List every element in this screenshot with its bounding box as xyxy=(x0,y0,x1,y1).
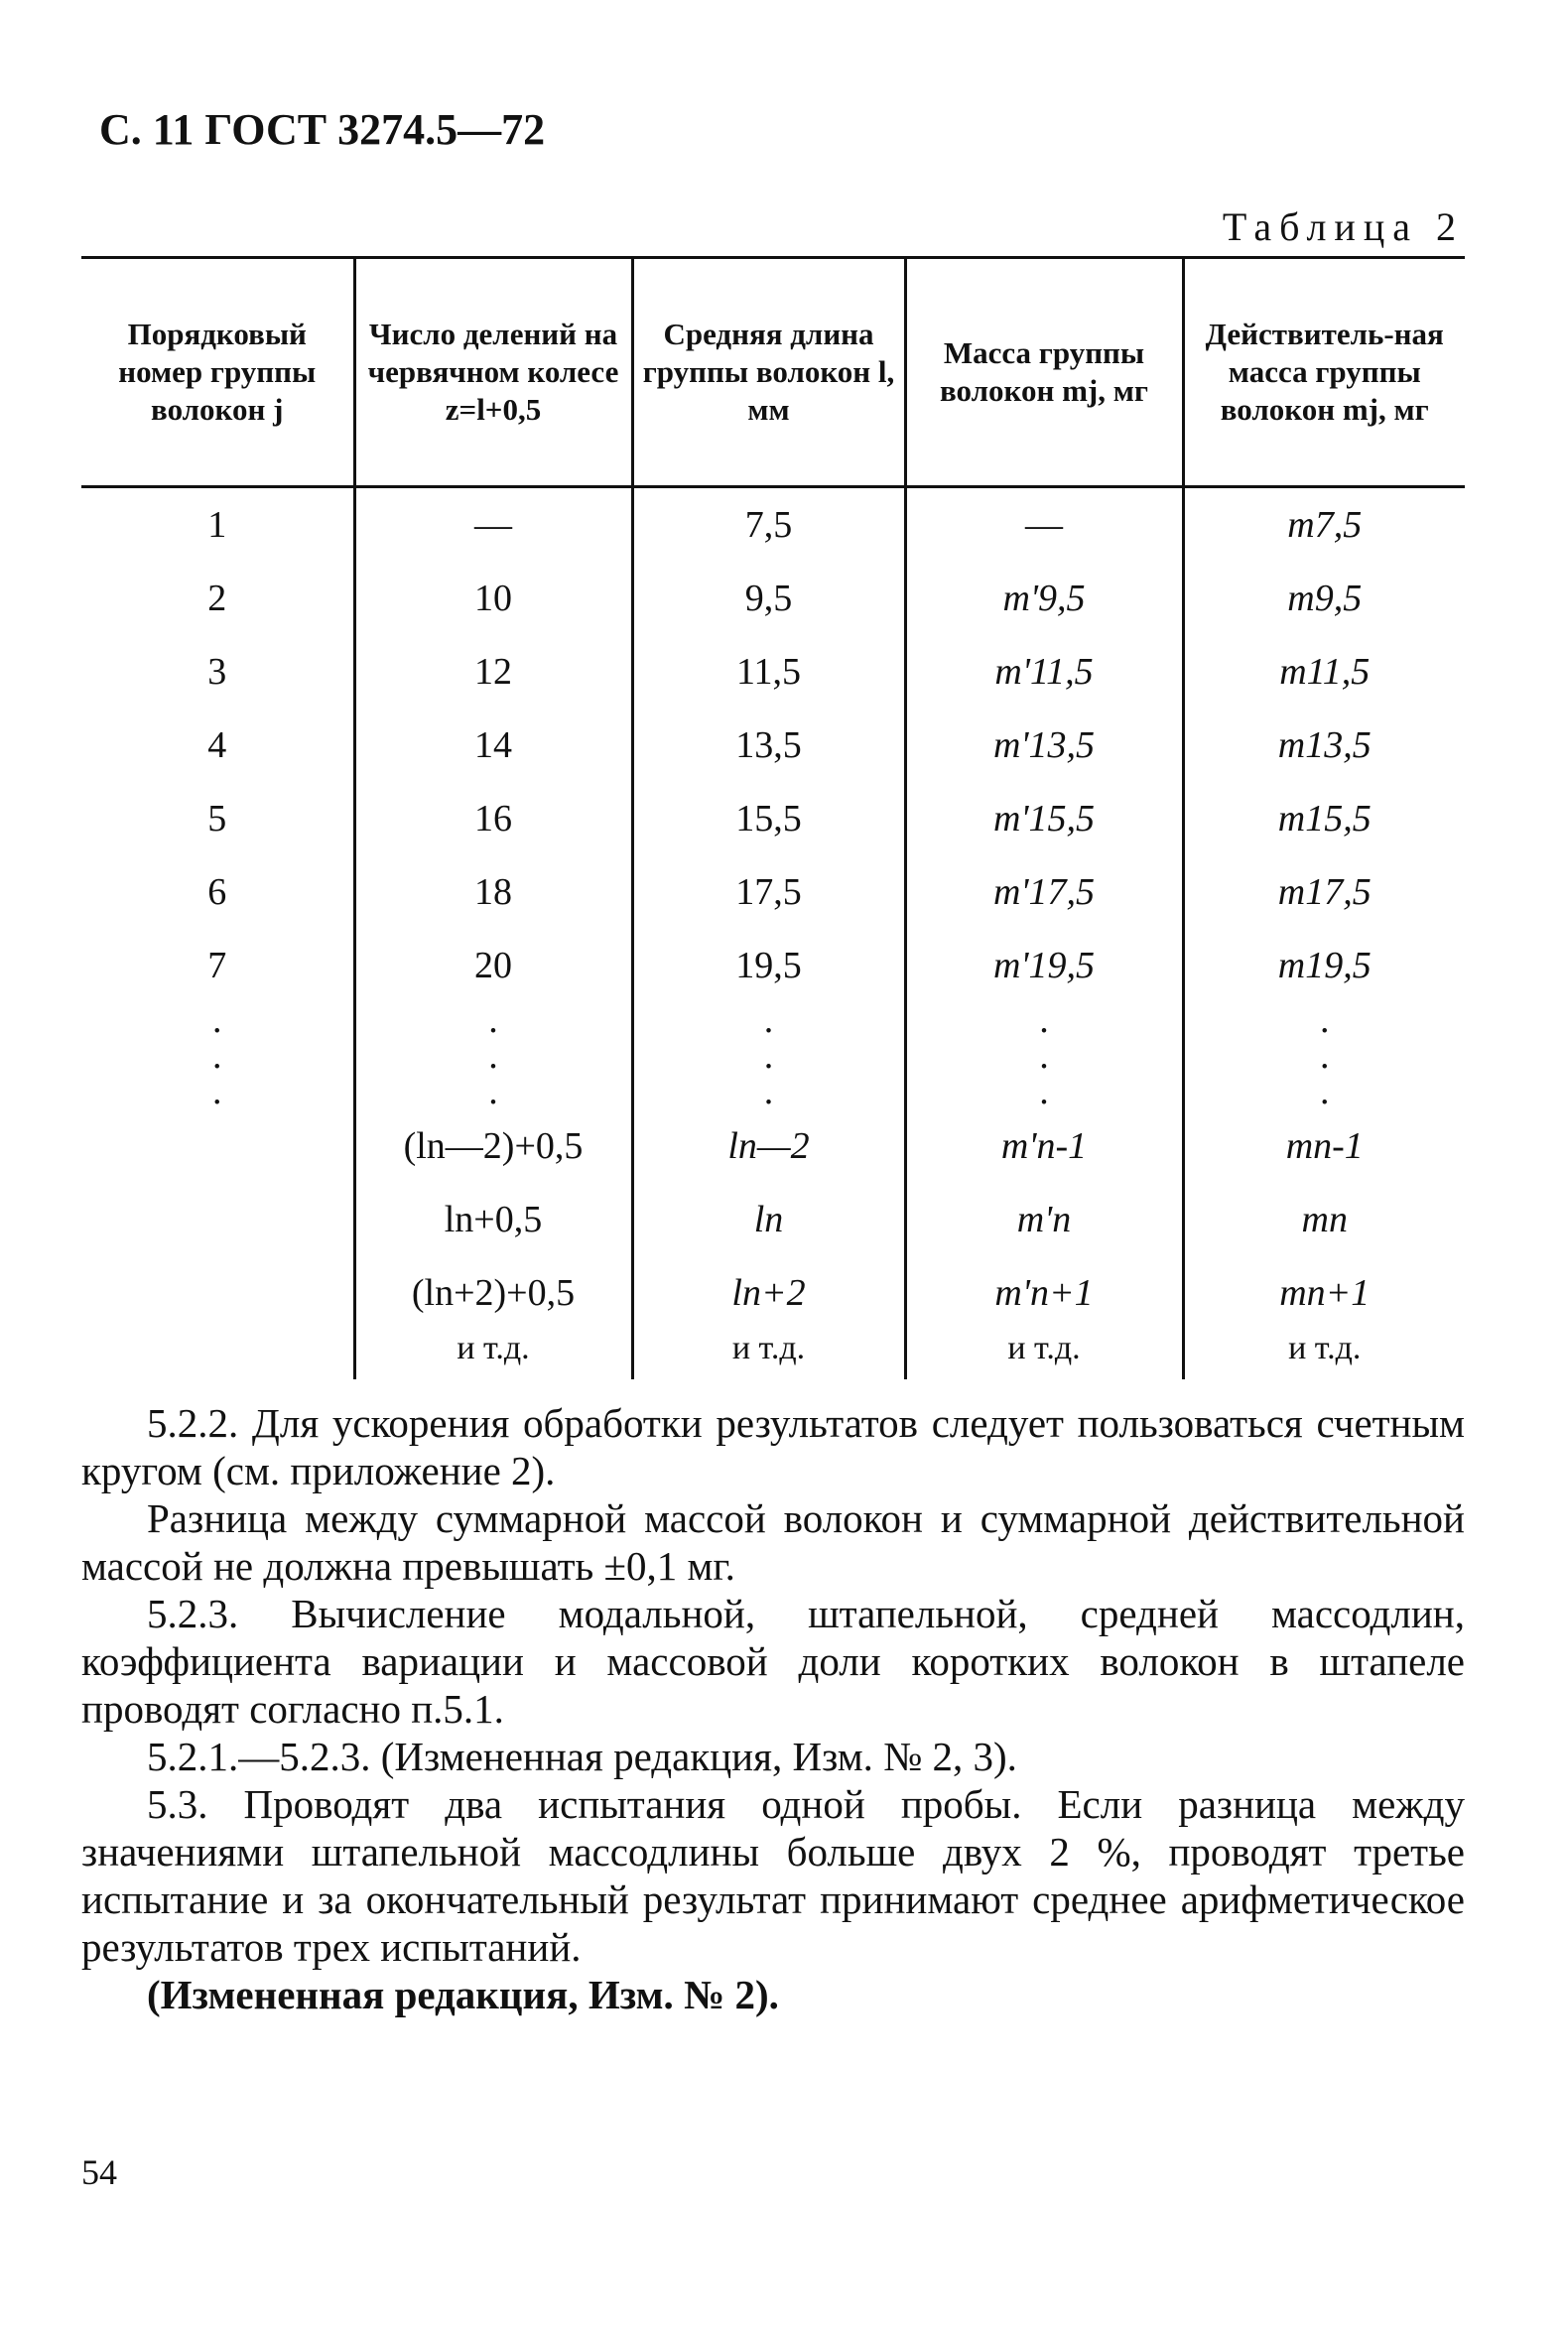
column-header: Число делений на червячном колесе z=l+0,5 xyxy=(354,258,632,487)
table-cell: m'13,5 xyxy=(905,709,1183,782)
table-cell: m19,5 xyxy=(1183,929,1465,1002)
table-cell: m11,5 xyxy=(1183,635,1465,709)
table-cell: . xyxy=(354,1002,632,1038)
table-row xyxy=(81,929,1465,1002)
table-cell: m'19,5 xyxy=(905,929,1183,1002)
table-cell: 9,5 xyxy=(632,562,905,635)
table-cell xyxy=(81,1109,354,1183)
table-cell: . xyxy=(632,1038,905,1074)
table-cell: 1 xyxy=(207,504,227,546)
table-cell: 17,5 xyxy=(632,855,905,929)
table-cell: ln+0,5 xyxy=(354,1183,632,1256)
table-cell: m7,5 xyxy=(1183,487,1465,563)
table-cell: m'11,5 xyxy=(905,635,1183,709)
data-table xyxy=(81,256,1465,1379)
table-cell: ln xyxy=(632,1183,905,1256)
table-cell: . xyxy=(905,1002,1183,1038)
table-cell: 7,5 xyxy=(632,487,905,563)
table-cell: m17,5 xyxy=(1183,855,1465,929)
table-row xyxy=(81,1002,1465,1038)
table-cell: mn xyxy=(1183,1183,1465,1256)
table-cell: m'9,5 xyxy=(905,562,1183,635)
table-cell: 7 xyxy=(207,945,227,986)
table-cell: m9,5 xyxy=(1183,562,1465,635)
table-row xyxy=(81,1330,1465,1379)
table-cell: 13,5 xyxy=(632,709,905,782)
table-cell: и т.д. xyxy=(632,1330,905,1379)
table-row xyxy=(81,487,1465,563)
table-cell: 20 xyxy=(354,929,632,1002)
page-number: 54 xyxy=(81,2152,117,2192)
paragraph: 5.2.1.—5.2.3. (Измененная редакция, Изм. № 2, 3). xyxy=(147,1734,1017,1779)
table-cell: 5 xyxy=(207,798,227,840)
column-header: Действитель-ная масса группы волокон mj, мг xyxy=(1183,258,1465,487)
paragraph: 5.3. Проводят два испытания одной пробы. Если разница между значениями штапельной массодлины больше двух 2 %, проводят третье испытание и за окончательный результат принимают среднее арифметическое результатов трех испытаний. xyxy=(81,1781,1465,1970)
table-cell: m15,5 xyxy=(1183,782,1465,855)
table-cell xyxy=(81,1256,354,1330)
table-cell: . xyxy=(905,1074,1183,1109)
table-cell xyxy=(81,1330,354,1379)
column-header: Средняя длина группы волокон l, мм xyxy=(632,258,905,487)
table-cell: m'n-1 xyxy=(905,1109,1183,1183)
table-cell: (ln—2)+0,5 xyxy=(354,1109,632,1183)
table-cell: m13,5 xyxy=(1183,709,1465,782)
column-header: Масса группы волокон mj, мг xyxy=(905,258,1183,487)
table-cell: 11,5 xyxy=(632,635,905,709)
table-cell: . xyxy=(212,1035,222,1077)
table-cell: 4 xyxy=(207,724,227,766)
table-cell: 6 xyxy=(207,871,227,913)
paragraph: (Измененная редакция, Изм. № 2). xyxy=(147,1972,779,2017)
table-cell: . xyxy=(1183,1002,1465,1038)
table-cell: ln—2 xyxy=(632,1109,905,1183)
table-cell: . xyxy=(632,1002,905,1038)
table-cell: . xyxy=(212,1071,222,1112)
table-row xyxy=(81,855,1465,929)
table-cell: mn+1 xyxy=(1183,1256,1465,1330)
table-row xyxy=(81,635,1465,709)
paragraph: 5.2.2. Для ускорения обработки результатов следует пользоваться счетным кругом (см. приложение 2). xyxy=(81,1400,1465,1493)
table-cell: . xyxy=(1183,1038,1465,1074)
table-cell: mn-1 xyxy=(1183,1109,1465,1183)
document-header: С. 11 ГОСТ 3274.5—72 xyxy=(99,105,546,154)
body-text xyxy=(81,1399,1465,2018)
table-cell: m'n xyxy=(905,1183,1183,1256)
table-row xyxy=(81,1074,1465,1109)
table-cell: 14 xyxy=(354,709,632,782)
table-row xyxy=(81,1109,1465,1183)
table-cell: . xyxy=(354,1074,632,1109)
table-cell: . xyxy=(1183,1074,1465,1109)
table-cell: 2 xyxy=(207,578,227,619)
column-header: Порядковый номер группы волокон j xyxy=(81,258,354,487)
table-cell: 3 xyxy=(207,651,227,693)
table-cell: m'n+1 xyxy=(905,1256,1183,1330)
paragraph: Разница между суммарной массой волокон и суммарной действительной массой не должна превышать ±0,1 мг. xyxy=(81,1495,1465,1589)
table-row xyxy=(81,562,1465,635)
table-row xyxy=(81,1183,1465,1256)
table-row xyxy=(81,782,1465,855)
table-caption: Таблица 2 xyxy=(1222,204,1464,249)
table-cell: (ln+2)+0,5 xyxy=(354,1256,632,1330)
table-cell: 10 xyxy=(354,562,632,635)
table-cell: . xyxy=(354,1038,632,1074)
table-row xyxy=(81,1256,1465,1330)
table-cell: 12 xyxy=(354,635,632,709)
table-cell: 19,5 xyxy=(632,929,905,1002)
table-cell: 15,5 xyxy=(632,782,905,855)
data-table-container xyxy=(81,256,1465,1379)
table-cell: и т.д. xyxy=(905,1330,1183,1379)
table-cell: . xyxy=(905,1038,1183,1074)
table-row xyxy=(81,1038,1465,1074)
table-cell: и т.д. xyxy=(1183,1330,1465,1379)
table-cell: . xyxy=(632,1074,905,1109)
table-cell: m'15,5 xyxy=(905,782,1183,855)
paragraph: 5.2.3. Вычисление модальной, штапельной, средней массодлин, коэффициента вариации и массовой доли коротких волокон в штапеле проводят согласно п.5.1. xyxy=(81,1591,1465,1732)
table-cell: — xyxy=(354,487,632,563)
table-cell: — xyxy=(905,487,1183,563)
table-cell xyxy=(81,1183,354,1256)
table-cell: m'17,5 xyxy=(905,855,1183,929)
table-header-row xyxy=(81,258,1465,487)
table-cell: 18 xyxy=(354,855,632,929)
table-cell: и т.д. xyxy=(354,1330,632,1379)
table-cell: ln+2 xyxy=(632,1256,905,1330)
table-cell: 16 xyxy=(354,782,632,855)
table-cell: . xyxy=(212,999,222,1041)
table-row xyxy=(81,709,1465,782)
